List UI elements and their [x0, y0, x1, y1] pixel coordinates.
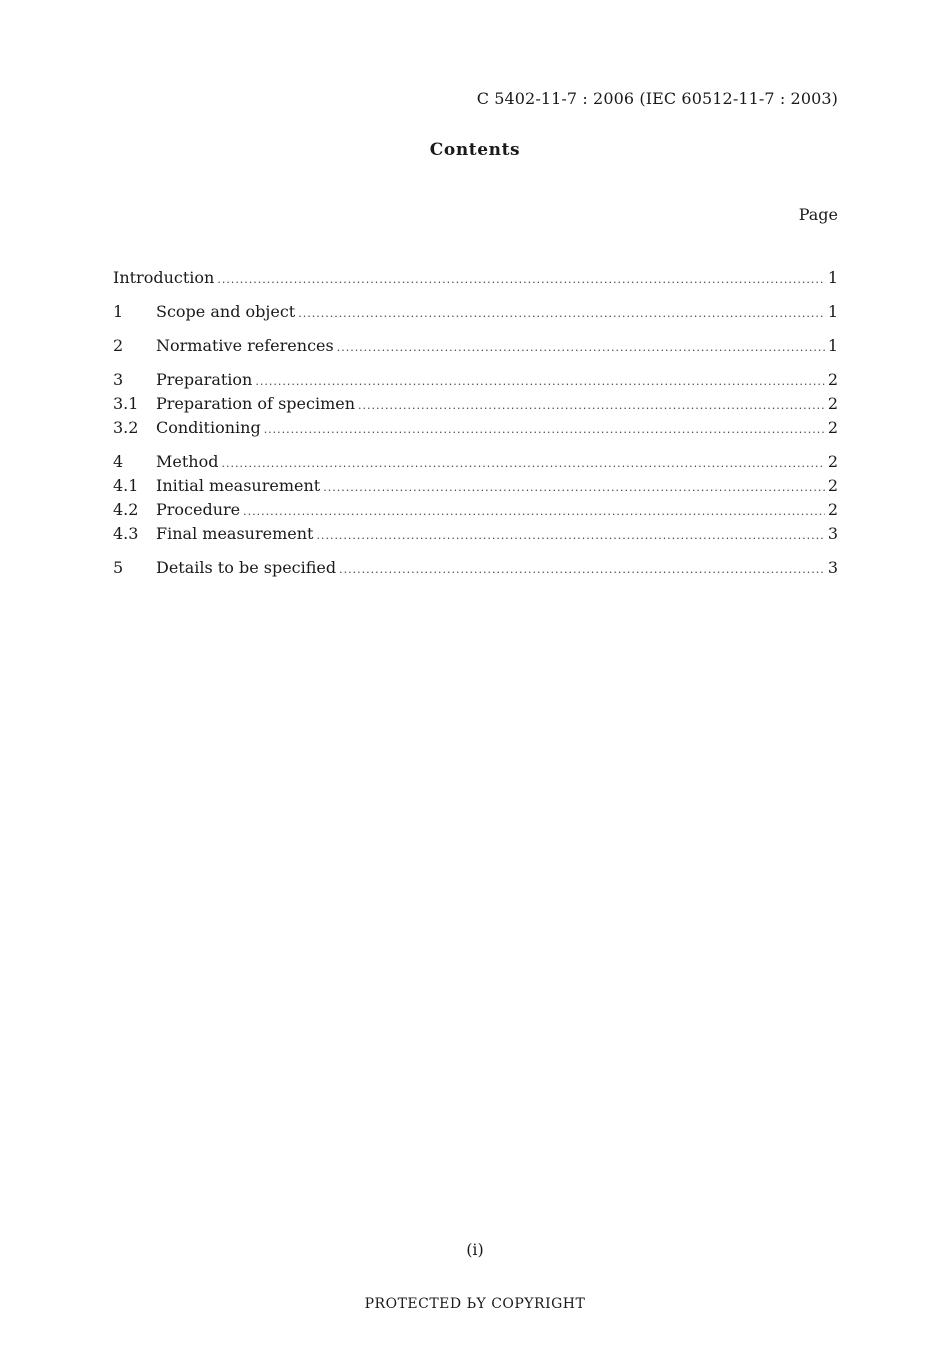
toc-entry-page: 2 [827, 418, 838, 437]
toc-leader-dots [243, 500, 825, 524]
toc-leader-dots [298, 302, 825, 326]
toc-entry-2[interactable] [113, 334, 838, 358]
toc-leader-dots [337, 336, 825, 360]
copyright-notice: PROTECTED ЬY COPYRIGHT [364, 1296, 586, 1312]
toc-entry-number: 1 [113, 302, 124, 321]
toc-entry-number: 4.1 [113, 476, 139, 495]
toc-entry-title: Procedure [156, 500, 241, 519]
toc-entry-1[interactable] [113, 300, 838, 324]
toc-entry-title: Initial measurement [156, 476, 321, 495]
toc-entry-introduction[interactable] [113, 266, 838, 290]
toc-leader-dots [255, 370, 824, 394]
toc-entry-title: Preparation [156, 370, 253, 389]
toc-entry-page: 2 [827, 394, 838, 413]
toc-entry-title: Introduction [113, 268, 215, 287]
toc-entry-page: 1 [827, 268, 838, 287]
toc-entry-page: 2 [827, 476, 838, 495]
toc-leader-dots [339, 558, 825, 582]
toc-leader-dots [264, 418, 825, 442]
toc-entry-3-2[interactable] [113, 416, 838, 440]
toc-entry-title: Scope and object [156, 302, 296, 321]
table-of-contents [113, 266, 838, 580]
toc-entry-page: 2 [827, 452, 838, 471]
toc-leader-dots [217, 268, 824, 292]
toc-entry-title: Details to be specified [156, 558, 337, 577]
toc-entry-title: Method [156, 452, 219, 471]
toc-entry-title: Final measurement [156, 524, 314, 543]
toc-entry-number: 3.2 [113, 418, 139, 437]
toc-entry-number: 5 [113, 558, 124, 577]
toc-entry-number: 4 [113, 452, 124, 471]
toc-entry-page: 3 [827, 558, 838, 577]
toc-entry-4[interactable] [113, 450, 838, 474]
toc-entry-number: 4.3 [113, 524, 139, 543]
toc-entry-4-2[interactable] [113, 498, 838, 522]
toc-entry-4-3[interactable] [113, 522, 838, 546]
document-reference: C 5402-11-7 : 2006 (IEC 60512-11-7 : 2003) [476, 89, 838, 108]
toc-entry-page: 2 [827, 370, 838, 389]
toc-entry-number: 3 [113, 370, 124, 389]
toc-entry-title: Conditioning [156, 418, 261, 437]
toc-entry-page: 1 [827, 302, 838, 321]
toc-entry-page: 1 [827, 336, 838, 355]
toc-entry-5[interactable] [113, 556, 838, 580]
toc-leader-dots [323, 476, 825, 500]
page-title: Contents [429, 140, 521, 160]
toc-entry-number: 2 [113, 336, 124, 355]
page-column-label: Page [798, 205, 838, 224]
toc-entry-page: 3 [827, 524, 838, 543]
toc-entry-number: 4.2 [113, 500, 139, 519]
toc-entry-3[interactable] [113, 368, 838, 392]
toc-entry-3-1[interactable] [113, 392, 838, 416]
toc-leader-dots [221, 452, 824, 476]
toc-entry-title: Preparation of specimen [156, 394, 356, 413]
toc-entry-title: Normative references [156, 336, 334, 355]
toc-entry-4-1[interactable] [113, 474, 838, 498]
toc-entry-page: 2 [827, 500, 838, 519]
toc-entry-number: 3.1 [113, 394, 139, 413]
toc-leader-dots [316, 524, 824, 548]
page-number: (i) [466, 1240, 484, 1259]
toc-leader-dots [358, 394, 825, 418]
